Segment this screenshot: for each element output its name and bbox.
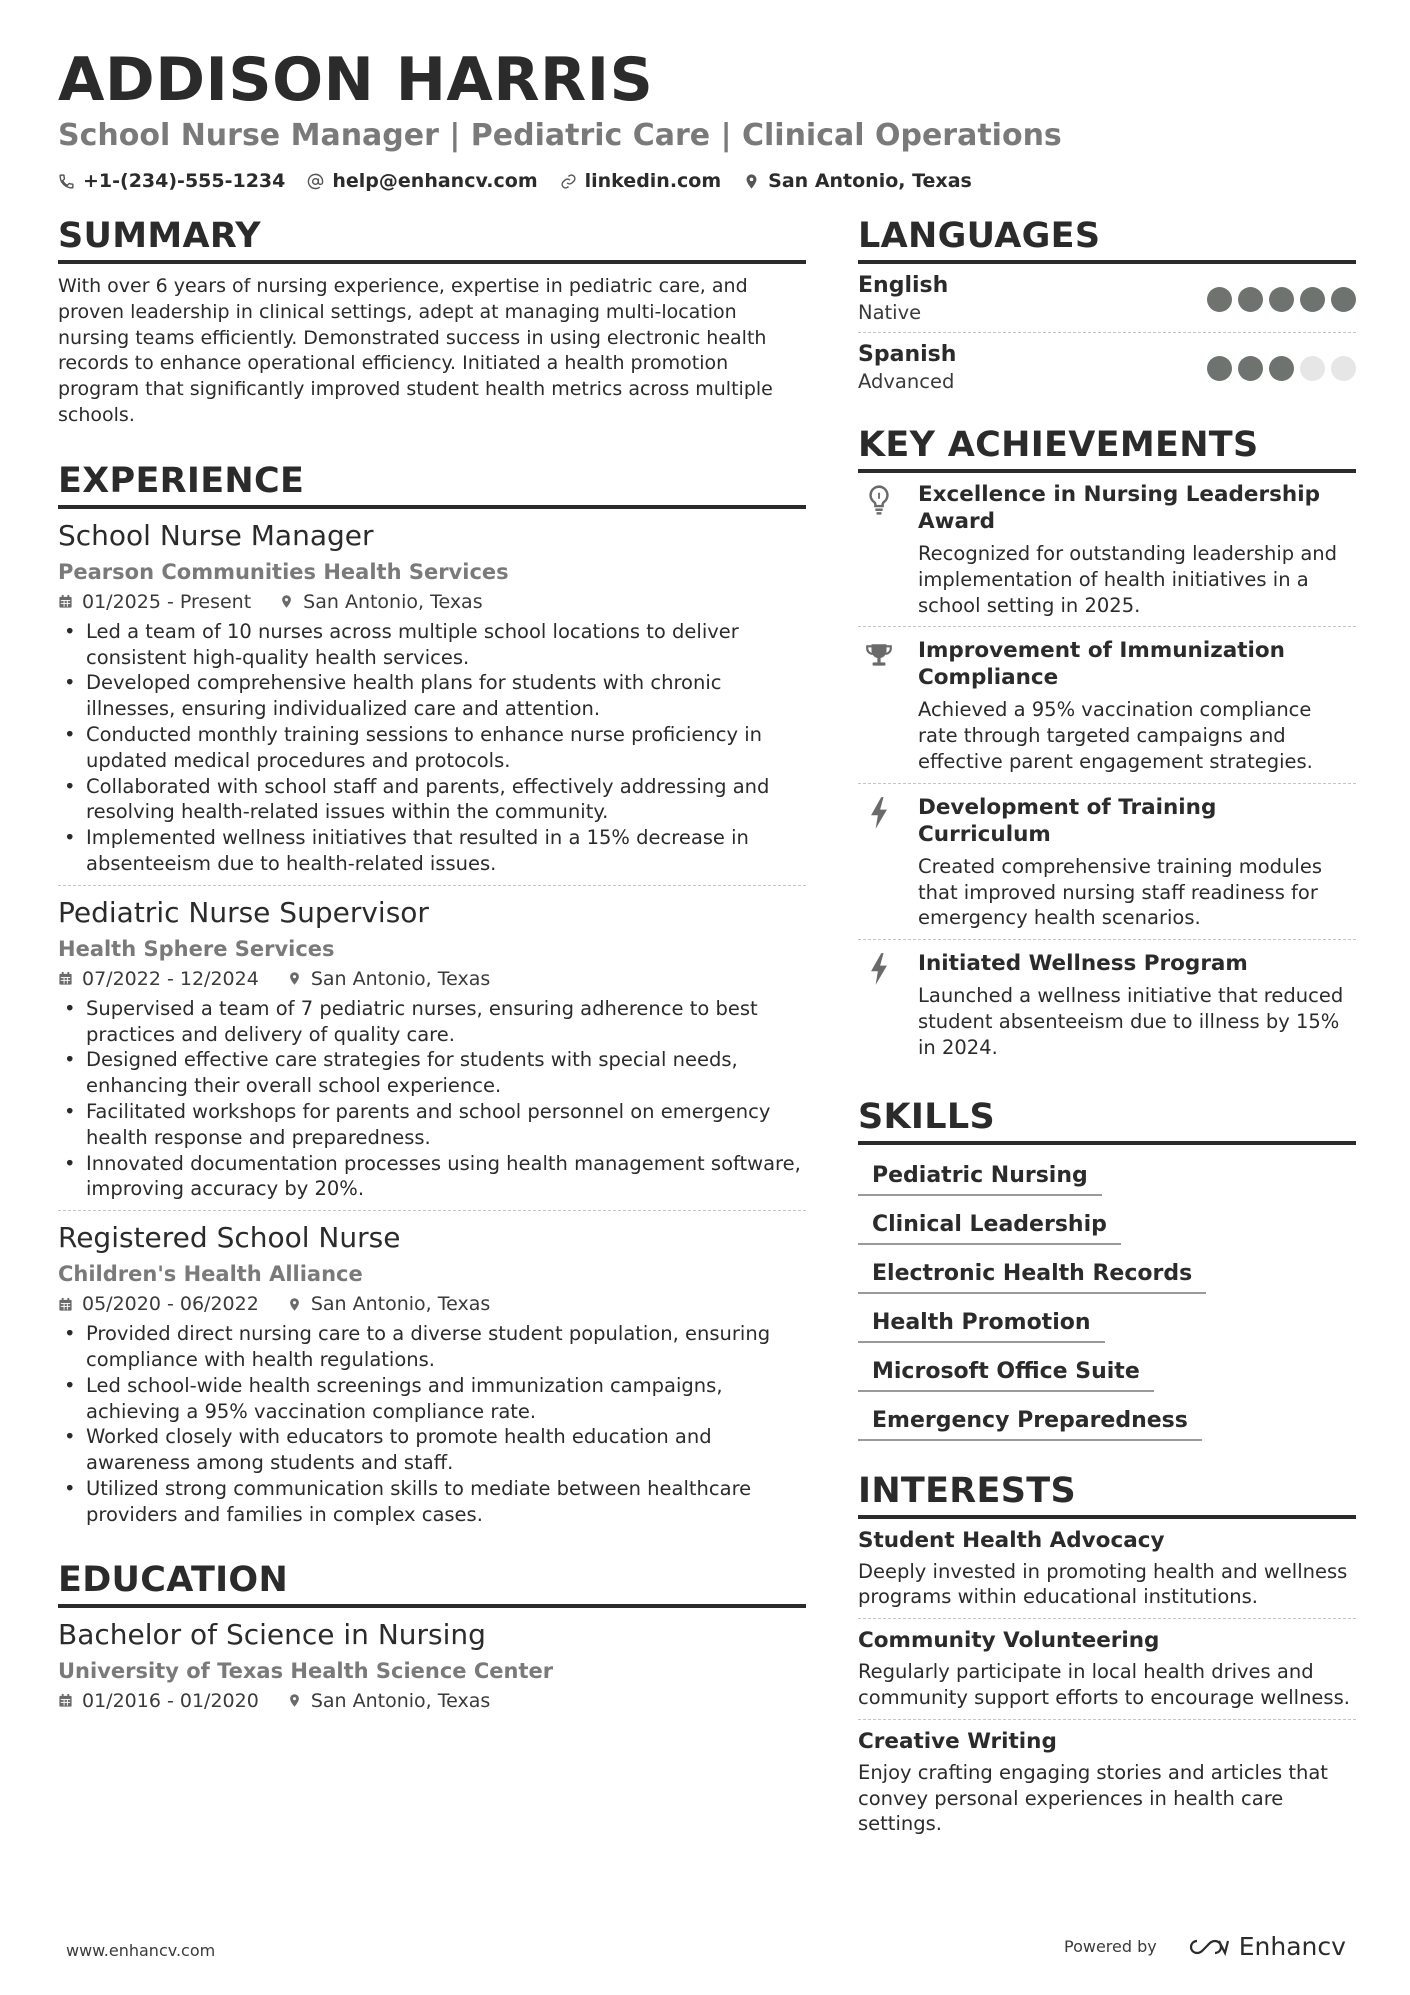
enhancv-logo-icon <box>1183 1935 1229 1959</box>
achievement-desc: Created comprehensive training modules that improved nursing staff readiness for emergency health scenarios. <box>918 854 1322 930</box>
achievement-title: Excellence in Nursing Leadership Award <box>918 482 1320 534</box>
interest-item <box>858 1719 1356 1845</box>
language-name: English <box>858 273 949 298</box>
link-icon <box>560 173 577 190</box>
job-bullet: • Facilitated workshops for parents and school personnel on emergency health response and preparedness. <box>58 1099 806 1151</box>
skill-tag: Microsoft Office Suite <box>858 1355 1154 1392</box>
rating-dot-filled <box>1238 287 1263 312</box>
job-dates-text: 07/2022 - 12/2024 <box>82 967 259 990</box>
skill-tag: Electronic Health Records <box>858 1257 1206 1294</box>
interest-title: Creative Writing <box>858 1728 1057 1754</box>
interests-section <box>858 1469 1356 1846</box>
education-dates <box>58 1688 259 1714</box>
rating-dot-filled <box>1238 356 1263 381</box>
calendar-icon <box>58 1693 73 1708</box>
rating-dot-filled <box>1300 287 1325 312</box>
enhancv-logo-text: Enhancv <box>1238 1932 1346 1961</box>
job-bullet: • Designed effective care strategies for students with special needs, enhancing their overall school experience. <box>58 1047 806 1099</box>
job-location <box>287 1291 490 1317</box>
skill-tag: Clinical Leadership <box>858 1208 1121 1245</box>
job-bullets <box>58 619 806 877</box>
contact-linkedin[interactable] <box>560 168 722 194</box>
achievement-title: Development of Training Curriculum <box>918 794 1217 847</box>
interest-item <box>858 1527 1356 1619</box>
language-rating <box>1207 287 1356 312</box>
achievement-item <box>858 783 1356 939</box>
languages-section <box>858 214 1356 401</box>
rating-dot-filled <box>1269 287 1294 312</box>
job-bullet: • Collaborated with school staff and parents, effectively addressing and resolving health-related issues within the community. <box>58 774 806 826</box>
contact-phone-text: +1-(234)-555-1234 <box>83 170 286 192</box>
right-column <box>858 214 1356 1845</box>
interest-title: Student Health Advocacy <box>858 1527 1165 1553</box>
achievement-item <box>858 626 1356 782</box>
achievement-item <box>858 939 1356 1068</box>
interest-desc: Deeply invested in promoting health and wellness programs within educational institutions. <box>858 1559 1348 1609</box>
skill-tag: Emergency Preparedness <box>858 1404 1202 1441</box>
achievement-desc: Launched a wellness initiative that reduced student absenteeism due to illness by 15% in 2024. <box>918 984 1344 1059</box>
interests-title: INTERESTS <box>858 1469 1356 1519</box>
location-icon <box>287 1693 302 1708</box>
experience-section <box>58 459 806 1536</box>
education-school: University of Texas Health Science Center <box>58 1658 554 1683</box>
rating-dot-empty <box>1300 356 1325 381</box>
job-company: Health Sphere Services <box>58 936 335 961</box>
rating-dot-filled <box>1207 287 1232 312</box>
skill-tag: Pediatric Nursing <box>858 1159 1102 1196</box>
rating-dot-filled <box>1269 356 1294 381</box>
job-dates-text: 01/2025 - Present <box>82 590 252 613</box>
skill-tag: Health Promotion <box>858 1306 1105 1343</box>
job-title: Pediatric Nurse Supervisor <box>58 895 429 929</box>
location-icon <box>287 1297 302 1312</box>
summary-title: SUMMARY <box>58 214 806 264</box>
summary-text: With over 6 years of nursing experience, expertise in pediatric care, and proven leadership in clinical settings, adept at managing multi-location nursing teams efficiently. Demonstrated success in using electronic health records to enhance operational efficiency. Initiated a health promotion program that significantly improved student health metrics across multiple schools. <box>58 275 773 426</box>
interest-item <box>858 1618 1356 1719</box>
job-bullets <box>58 996 806 1202</box>
job-location-text: San Antonio, Texas <box>310 1293 491 1316</box>
language-level: Native <box>858 301 922 324</box>
job-meta <box>58 1291 806 1317</box>
calendar-icon <box>58 971 73 986</box>
job-bullets <box>58 1321 806 1527</box>
achievements-section <box>858 423 1356 1069</box>
education-entry <box>58 1616 806 1722</box>
job-meta <box>58 966 806 992</box>
location-icon <box>743 173 760 190</box>
language-level: Advanced <box>858 370 955 393</box>
rating-dot-filled <box>1331 287 1356 312</box>
location-icon <box>287 971 302 986</box>
job-entry <box>58 885 806 1210</box>
education-location-text: San Antonio, Texas <box>310 1689 491 1712</box>
contact-location <box>743 168 972 194</box>
job-bullet: • Developed comprehensive health plans for students with chronic illnesses, ensuring individualized care and attention. <box>58 670 806 722</box>
lightning-icon <box>864 796 894 830</box>
job-bullet: • Conducted monthly training sessions to enhance nurse proficiency in updated medical procedures and protocols. <box>58 722 806 774</box>
phone-icon <box>58 173 75 190</box>
languages-title: LANGUAGES <box>858 214 1356 264</box>
footer-website[interactable]: www.enhancv.com <box>66 1941 216 1960</box>
footer-branding <box>1064 1932 1346 1961</box>
job-title: School Nurse Manager <box>58 518 374 552</box>
contact-phone[interactable] <box>58 168 285 194</box>
job-title: Registered School Nurse <box>58 1221 401 1255</box>
job-bullet: • Innovated documentation processes using health management software, improving accuracy by 20%. <box>58 1151 806 1203</box>
achievement-item <box>858 477 1356 626</box>
calendar-icon <box>58 1297 73 1312</box>
lightning-icon <box>864 952 894 986</box>
candidate-headline: School Nurse Manager | Pediatric Care | Clinical Operations <box>58 118 1062 153</box>
job-bullet: • Supervised a team of 7 pediatric nurses, ensuring adherence to best practices and delivery of quality care. <box>58 996 806 1048</box>
achievement-desc: Achieved a 95% vaccination compliance rate through targeted campaigns and effective parent engagement strategies. <box>918 698 1313 773</box>
language-rating <box>1207 356 1356 381</box>
skills-list <box>858 1157 1356 1441</box>
job-location <box>279 589 482 615</box>
skills-title: SKILLS <box>858 1095 1356 1145</box>
left-column <box>58 214 806 1722</box>
experience-title: EXPERIENCE <box>58 459 806 509</box>
education-section <box>58 1558 806 1722</box>
job-bullet: • Worked closely with educators to promote health education and awareness among students and staff. <box>58 1424 806 1476</box>
trophy-icon <box>864 639 894 673</box>
education-meta <box>58 1688 806 1714</box>
location-icon <box>279 594 294 609</box>
education-location <box>287 1688 490 1714</box>
achievements-title: KEY ACHIEVEMENTS <box>858 423 1356 473</box>
job-location-text: San Antonio, Texas <box>310 967 491 990</box>
achievement-desc: Recognized for outstanding leadership and implementation of health initiatives in a school setting in 2025. <box>918 542 1338 617</box>
job-entry <box>58 1210 806 1535</box>
education-dates-text: 01/2016 - 01/2020 <box>82 1689 259 1712</box>
education-title: EDUCATION <box>58 1558 806 1608</box>
language-item <box>858 270 1356 332</box>
job-company: Children's Health Alliance <box>58 1262 363 1287</box>
job-dates <box>58 589 251 615</box>
contact-email[interactable] <box>307 168 537 194</box>
job-bullet: • Utilized strong communication skills to mediate between healthcare providers and families in complex cases. <box>58 1476 806 1528</box>
job-bullet: • Led school-wide health screenings and immunization campaigns, achieving a 95% vaccination compliance rate. <box>58 1373 806 1425</box>
rating-dot-filled <box>1207 356 1232 381</box>
job-bullet: • Implemented wellness initiatives that resulted in a 15% decrease in absenteeism due to health-related issues. <box>58 825 806 877</box>
contact-email-text: help@enhancv.com <box>332 170 538 192</box>
achievement-title: Initiated Wellness Program <box>918 951 1248 977</box>
job-location <box>287 966 490 992</box>
education-degree: Bachelor of Science in Nursing <box>58 1617 486 1651</box>
contact-linkedin-text: linkedin.com <box>584 170 722 192</box>
contact-location-text: San Antonio, Texas <box>768 170 972 192</box>
job-bullet: • Provided direct nursing care to a diverse student population, ensuring compliance with health regulations. <box>58 1321 806 1373</box>
language-item <box>858 332 1356 401</box>
job-meta <box>58 589 806 615</box>
job-dates <box>58 1291 259 1317</box>
rating-dot-empty <box>1331 356 1356 381</box>
job-dates-text: 05/2020 - 06/2022 <box>82 1293 259 1316</box>
enhancv-logo[interactable] <box>1183 1932 1346 1961</box>
powered-by-label: Powered by <box>1064 1937 1157 1956</box>
interest-desc: Enjoy crafting engaging stories and articles that convey personal experiences in health care settings. <box>858 1760 1328 1836</box>
job-entry <box>58 517 806 885</box>
skills-section <box>858 1095 1356 1441</box>
calendar-icon <box>58 594 73 609</box>
job-location-text: San Antonio, Texas <box>303 590 483 613</box>
job-bullet: • Led a team of 10 nurses across multiple school locations to deliver consistent high-quality health services. <box>58 619 806 671</box>
contact-bar <box>58 168 972 194</box>
lightbulb-icon <box>864 483 894 517</box>
job-dates <box>58 966 259 992</box>
at-icon <box>307 173 324 190</box>
candidate-name: ADDISON HARRIS <box>58 45 654 115</box>
language-name: Spanish <box>858 342 957 367</box>
interest-title: Community Volunteering <box>858 1628 1160 1654</box>
job-company: Pearson Communities Health Services <box>58 559 509 584</box>
summary-section <box>58 214 806 429</box>
interest-desc: Regularly participate in local health drives and community support efforts to encourage wellness. <box>858 1660 1350 1709</box>
achievement-title: Improvement of Immunization Compliance <box>918 638 1285 691</box>
